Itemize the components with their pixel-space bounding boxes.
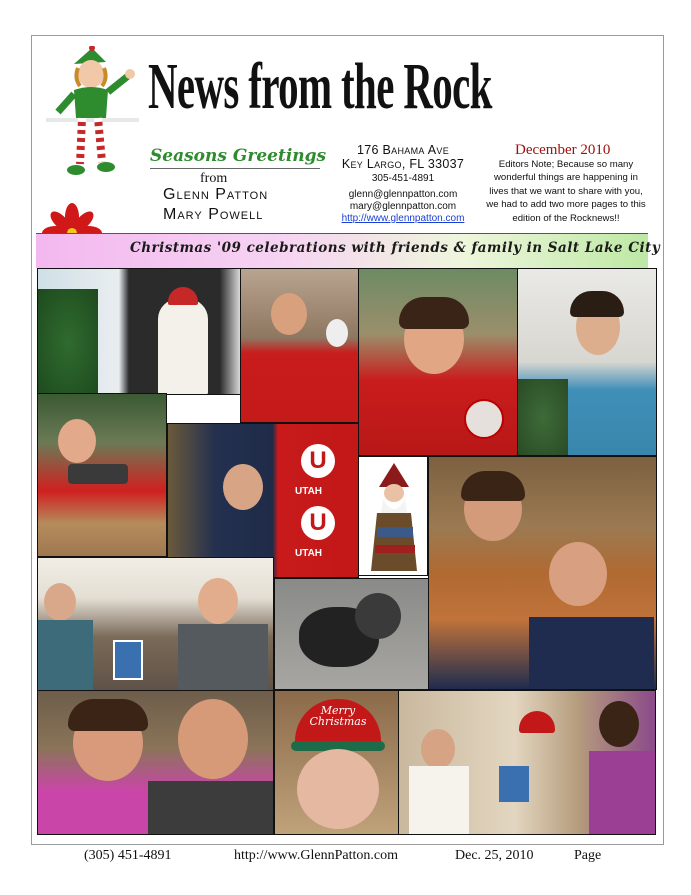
utah-word: UTAH [295,486,323,497]
photo-woman-christmas-hat [274,690,399,835]
from-label: from [200,171,228,186]
photo-young-man-blue [517,268,657,456]
photo-woman-photo-ornament [358,268,518,456]
seasons-greetings: Seasons Greetings [150,146,327,166]
utah-logo: U [301,444,335,478]
footer-phone: (305) 451-4891 [84,848,172,863]
phone: 305-451-4891 [371,173,435,184]
address-city: Key Largo, FL 33037 [341,157,465,171]
photo-man-utah-blanket [167,423,359,578]
masthead-title: News from the Rock [148,50,492,123]
photo-couple-sofa [428,456,657,690]
name-mary: Mary Powell [163,206,264,223]
photo-santa-figurine [358,456,428,576]
issue-date: December 2010 [515,142,611,158]
photo-couple-smiling [37,690,274,835]
utah-logo: U [301,506,335,540]
utah-word: UTAH [295,548,323,559]
footer-website[interactable]: http://www.GlennPatton.com [234,848,398,863]
address-street: 176 Bahama Ave [357,143,449,157]
photo-woman-red-ornament [240,268,360,423]
photo-small-dog [274,578,429,690]
footer-page: Page [574,848,602,863]
banner-caption: Christmas '09 celebrations with friends & family in Salt Lake City [130,240,661,256]
elf-clipart [44,46,139,181]
email-glenn: glenn@glennpatton.com [348,189,458,200]
name-glenn: Glenn Patton [163,186,269,203]
editors-note: Editors Note; Because so many wonderful things are happening in lives that we want to share with you, we had to add two more pages to this edition of the Rocknews!! [486,159,646,224]
santa-figure-icon [359,457,428,576]
divider [150,168,320,169]
hat-text-merry: Merry [320,704,356,717]
hat-text-christmas: Christmas [309,715,367,728]
footer-date: Dec. 25, 2010 [455,848,534,863]
photo-men-sofa-gift [37,557,274,691]
website-link[interactable]: http://www.glennpatton.com [341,213,465,224]
photo-family-living-room [398,690,656,835]
email-mary: mary@glennpatton.com [349,201,457,212]
photo-woman-white-robe [37,268,241,395]
photo-man-gift-box [37,393,167,557]
